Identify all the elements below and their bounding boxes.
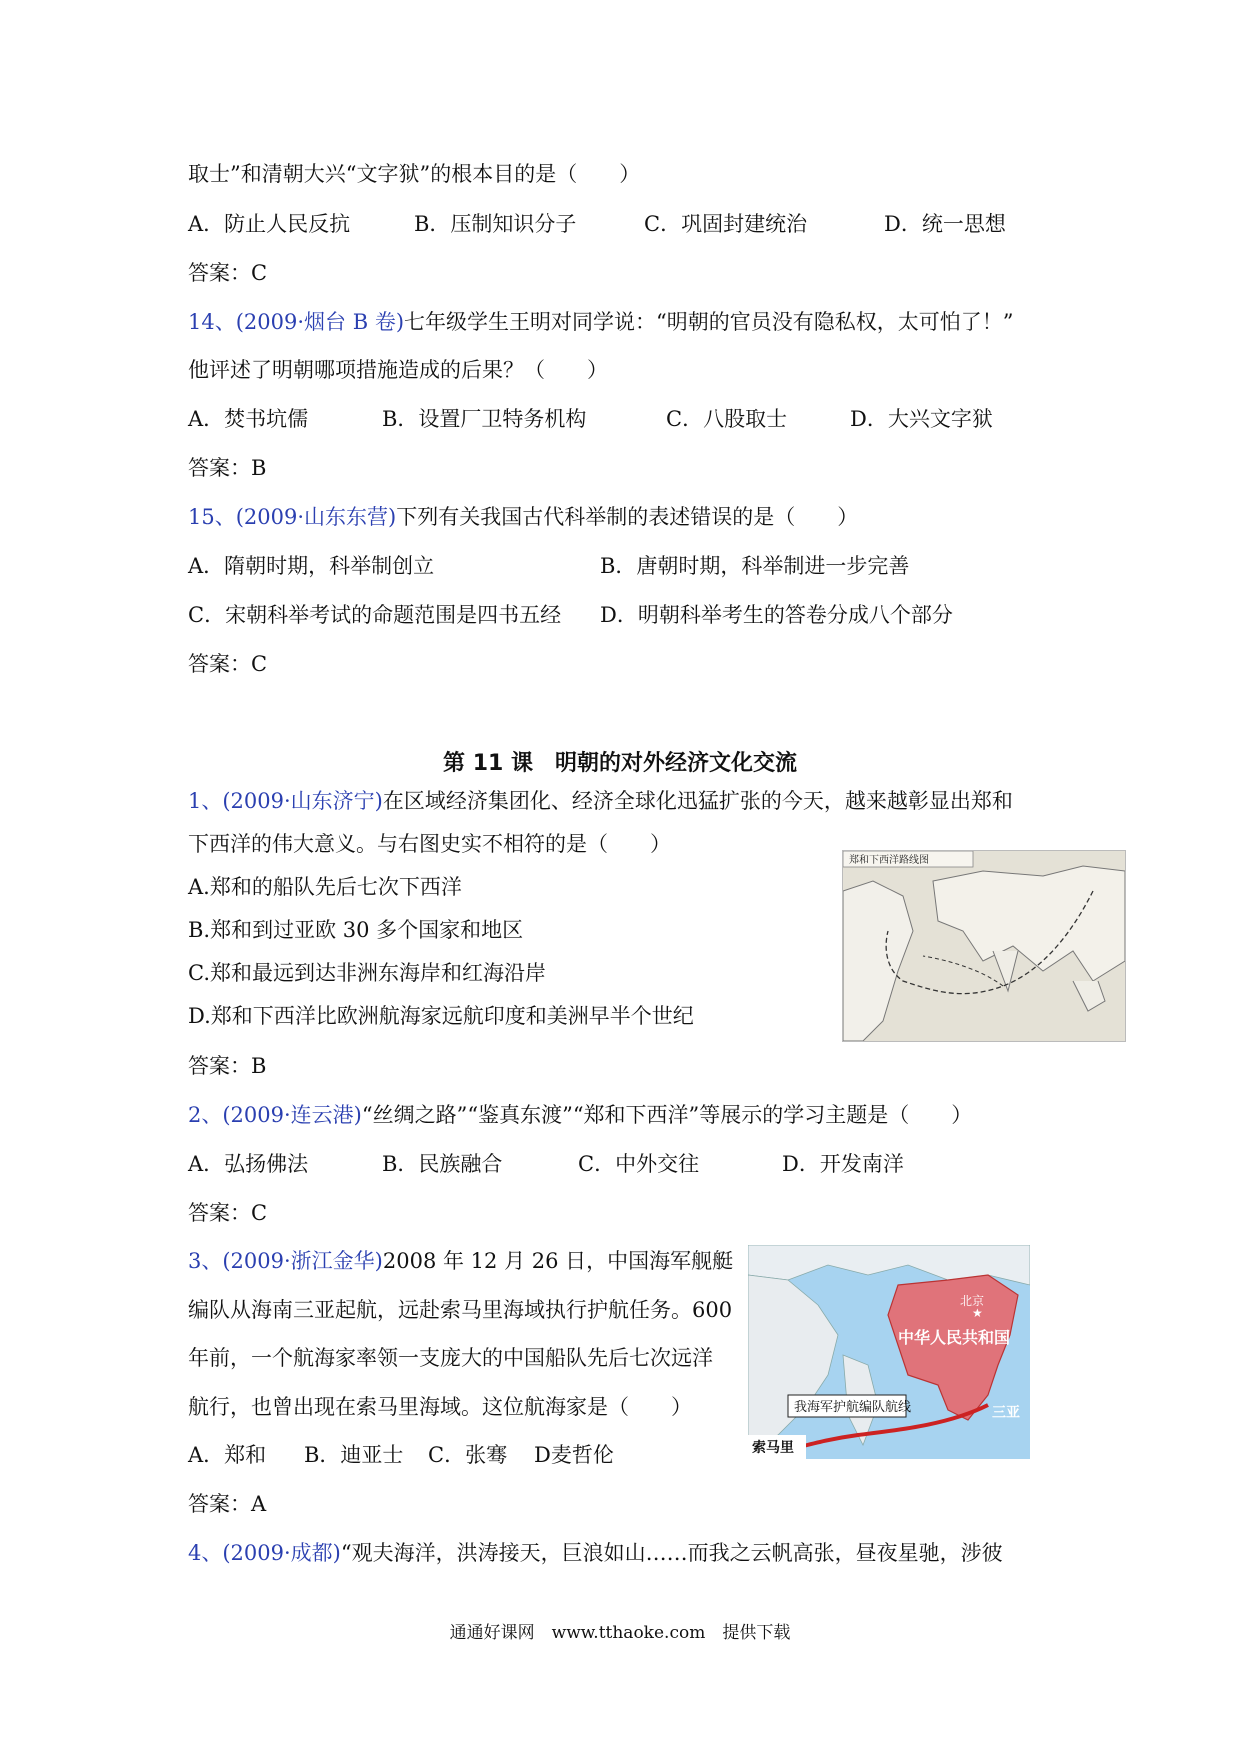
route-label: 我海军护航编队航线: [794, 1400, 912, 1415]
s3-source: 3、(2009·浙江金华): [188, 1249, 383, 1273]
q14-stem-line1: [188, 308, 1014, 336]
s3-stem-line3: 年前，一个航海家率领一支庞大的中国船队先后七次远洋: [188, 1346, 713, 1370]
s2-option-d: D．开发南洋: [782, 1152, 904, 1176]
s1-option-c: C.郑和最远到达非洲东海岸和红海沿岸: [188, 961, 546, 985]
somalia-label: 索马里: [752, 1440, 794, 1456]
q15-stem: 下列有关我国古代科举制的表述错误的是（ ）: [396, 505, 859, 529]
s1-option-d: D.郑和下西洋比欧洲航海家远航印度和美洲早半个世纪: [188, 1004, 694, 1028]
sanya-label: 三亚: [992, 1405, 1020, 1421]
s1-answer: 答案：B: [188, 1054, 267, 1078]
s1-source: 1、(2009·山东济宁): [188, 789, 383, 813]
s2-stem-line: [188, 1101, 972, 1129]
s4-stem-line: [188, 1539, 1003, 1567]
beijing-label: 北京: [960, 1294, 985, 1308]
s4-stem: “观夫海洋，洪涛接天，巨浪如山……而我之云帆高张，昼夜星驰，涉彼: [340, 1541, 1003, 1565]
q14-option-b: B．设置厂卫特务机构: [382, 407, 587, 431]
s3-answer: 答案：A: [188, 1492, 267, 1516]
star-icon: ★: [972, 1306, 983, 1320]
q13-option-b: B．压制知识分子: [414, 212, 577, 236]
zheng-he-route-map: [842, 850, 1126, 1042]
q13-option-d: D．统一思想: [884, 212, 1006, 236]
s1-stem-line1: [188, 787, 1013, 815]
q13-stem: 取士”和清朝大兴“文字狱”的根本目的是（ ）: [188, 162, 641, 186]
q14-stem1: 七年级学生王明对同学说：“明朝的官员没有隐私权，太可怕了！”: [404, 310, 1014, 334]
s1-stem-line2: 下西洋的伟大意义。与右图史实不相符的是（ ）: [188, 832, 671, 856]
s1-option-a: A.郑和的船队先后七次下西洋: [188, 875, 462, 899]
s3-option-a: A．郑和: [188, 1443, 267, 1467]
q14-option-c: C．八股取士: [666, 407, 788, 431]
q13-answer: 答案：C: [188, 261, 268, 285]
q14-answer: 答案：B: [188, 456, 267, 480]
q15-source: 15、(2009·山东东营): [188, 505, 397, 529]
q14-stem-line2: 他评述了明朝哪项措施造成的后果？（ ）: [188, 358, 608, 382]
s2-option-a: A．弘扬佛法: [188, 1152, 309, 1176]
q15-stem-line: [188, 503, 858, 531]
s3-stem-line1: [188, 1247, 733, 1275]
q15-option-c: C．宋朝科举考试的命题范围是四书五经: [188, 603, 562, 627]
s1-option-b: B.郑和到过亚欧 30 多个国家和地区: [188, 918, 524, 942]
s3-option-b: B．迪亚士: [304, 1443, 404, 1467]
s3-stem-line2: 编队从海南三亚起航，远赴索马里海域执行护航任务。600: [188, 1298, 733, 1322]
navy-escort-map: [748, 1245, 1030, 1459]
escort-map-drawing: [748, 1245, 1030, 1459]
s2-answer: 答案：C: [188, 1201, 268, 1225]
q13-option-c: C．巩固封建统治: [644, 212, 808, 236]
s2-option-c: C．中外交往: [578, 1152, 700, 1176]
q14-option-a: A．焚书坑儒: [188, 407, 309, 431]
section-title: 第 11 课 明朝的对外经济文化交流: [443, 751, 797, 776]
q13-option-a: A．防止人民反抗: [188, 212, 351, 236]
s2-source: 2、(2009·连云港): [188, 1103, 362, 1127]
q15-option-b: B．唐朝时期，科举制进一步完善: [600, 554, 910, 578]
s3-option-d: D麦哲伦: [534, 1443, 614, 1467]
s3-stem-line4: 航行，也曾出现在索马里海域。这位航海家是（ ）: [188, 1395, 692, 1419]
s2-option-b: B．民族融合: [382, 1152, 503, 1176]
s2-stem: “丝绸之路”“鉴真东渡”“郑和下西洋”等展示的学习主题是（ ）: [361, 1103, 973, 1127]
page-footer: 通通好课网 www.tthaoke.com 提供下载: [449, 1623, 791, 1643]
q15-option-d: D．明朝科举考生的答卷分成八个部分: [600, 603, 953, 627]
country-label: 中华人民共和国: [898, 1328, 1011, 1347]
q15-answer: 答案：C: [188, 652, 268, 676]
q14-option-d: D．大兴文字狱: [850, 407, 993, 431]
s4-source: 4、(2009·成都): [188, 1541, 341, 1565]
s3-stem1: 2008 年 12 月 26 日，中国海军舰艇: [382, 1249, 734, 1273]
s3-option-c: C．张骞: [428, 1443, 508, 1467]
map-title: 郑和下西洋路线图: [849, 855, 929, 866]
route-map-drawing: [843, 851, 1125, 1041]
q15-option-a: A．隋朝时期，科举制创立: [188, 554, 435, 578]
s1-stem1: 在区域经济集团化、经济全球化迅猛扩张的今天，越来越彰显出郑和: [382, 789, 1013, 813]
q14-source: 14、(2009·烟台 B 卷): [188, 310, 405, 334]
